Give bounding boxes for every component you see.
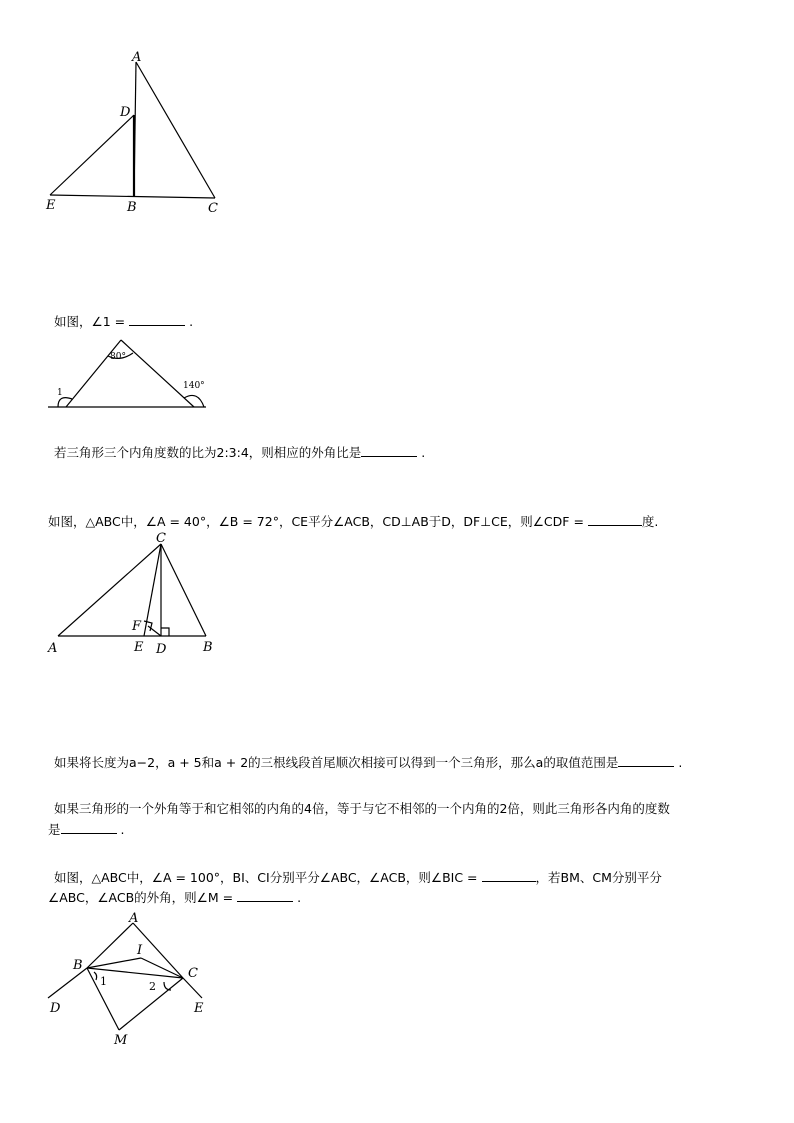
- question-1: [54, 311, 193, 332]
- answer-blank-4[interactable]: [618, 752, 674, 767]
- segment-df: [148, 626, 161, 636]
- segment-ac: [136, 62, 215, 198]
- label-140: 140°: [183, 381, 205, 391]
- question-2-text: 若三角形三个内角度数的比为2:3:4，则相应的外角比是: [54, 445, 362, 460]
- label-i: I: [137, 943, 143, 958]
- label-b: B: [203, 640, 213, 655]
- label-e: E: [194, 1001, 204, 1016]
- question-1-end: .: [189, 314, 194, 329]
- question-2: [54, 442, 425, 463]
- label-80: 80°: [110, 352, 126, 362]
- answer-blank-3[interactable]: [588, 511, 642, 526]
- question-6-cont: [48, 887, 301, 908]
- triangle-right-side: [121, 340, 194, 407]
- question-3-end: 度.: [641, 514, 659, 529]
- arc-1: [94, 972, 97, 980]
- label-angle-1: 1: [100, 975, 107, 988]
- answer-blank-5[interactable]: [61, 819, 117, 834]
- answer-blank-6a[interactable]: [482, 867, 536, 882]
- label-b: B: [127, 200, 137, 215]
- label-e: E: [134, 640, 144, 655]
- segment-bc: [161, 544, 206, 636]
- label-b: B: [73, 958, 83, 973]
- question-6-line1b: ，若BM、CM分别平分: [535, 870, 662, 885]
- label-a: A: [129, 911, 139, 926]
- question-6-line2a: ∠ABC，∠ACB的外角，则∠M =: [48, 890, 234, 905]
- label-a: A: [132, 50, 142, 65]
- question-5-line2: 是: [48, 822, 61, 837]
- label-d: D: [50, 1001, 61, 1016]
- label-c: C: [208, 201, 218, 216]
- label-angle-2: 2: [149, 980, 156, 993]
- question-5-end: .: [120, 822, 125, 837]
- question-5-cont: [48, 819, 124, 840]
- answer-blank-1[interactable]: [129, 311, 185, 326]
- label-e: E: [46, 198, 56, 213]
- question-4-end: .: [678, 755, 683, 770]
- question-6: [54, 867, 662, 888]
- question-4: [54, 752, 682, 773]
- figure-triangle-abc-altitude: [40, 530, 230, 658]
- question-3-text: 如图，△ABC中，∠A = 40°，∠B = 72°，CE平分∠ACB，CD⊥AB于D，DF⊥CE，则∠CDF =: [48, 514, 584, 529]
- question-5-line1: 如果三角形的一个外角等于和它相邻的内角的4倍，等于与它不相邻的一个内角的2倍，则此三角形各内角的度数: [54, 801, 670, 816]
- figure-triangle-bisectors: [40, 908, 220, 1048]
- segment-ec: [50, 195, 215, 198]
- label-a: A: [48, 641, 58, 656]
- question-6-line1a: 如图，△ABC中，∠A = 100°，BI、CI分别平分∠ABC，∠ACB，则∠BIC =: [54, 870, 478, 885]
- figure-triangle-exterior-angles: [44, 332, 214, 414]
- segment-ci: [141, 958, 183, 978]
- right-angle-d: [161, 628, 169, 636]
- question-3: [48, 511, 658, 532]
- question-6-end: .: [297, 890, 302, 905]
- answer-blank-2[interactable]: [361, 442, 417, 457]
- figure-triangle-aebc: [40, 45, 240, 225]
- label-d: D: [156, 642, 167, 657]
- label-c: C: [188, 966, 198, 981]
- question-2-end: .: [421, 445, 426, 460]
- extension-ce: [183, 978, 202, 998]
- answer-blank-6b[interactable]: [237, 887, 293, 902]
- triangle-left-side: [66, 340, 121, 407]
- label-f: F: [132, 619, 142, 634]
- segment-de: [50, 115, 134, 195]
- label-m: M: [114, 1033, 128, 1048]
- question-1-text: 如图，∠1 =: [54, 314, 126, 329]
- segment-ac: [58, 544, 161, 636]
- label-d: D: [120, 105, 131, 120]
- question-4-text: 如果将长度为a−2，a + 5和a + 2的三根线段首尾顺次相接可以得到一个三角形，那么a的取值范围是: [54, 755, 619, 770]
- question-5: [54, 799, 670, 819]
- label-1: 1: [57, 388, 63, 398]
- label-c: C: [156, 531, 166, 546]
